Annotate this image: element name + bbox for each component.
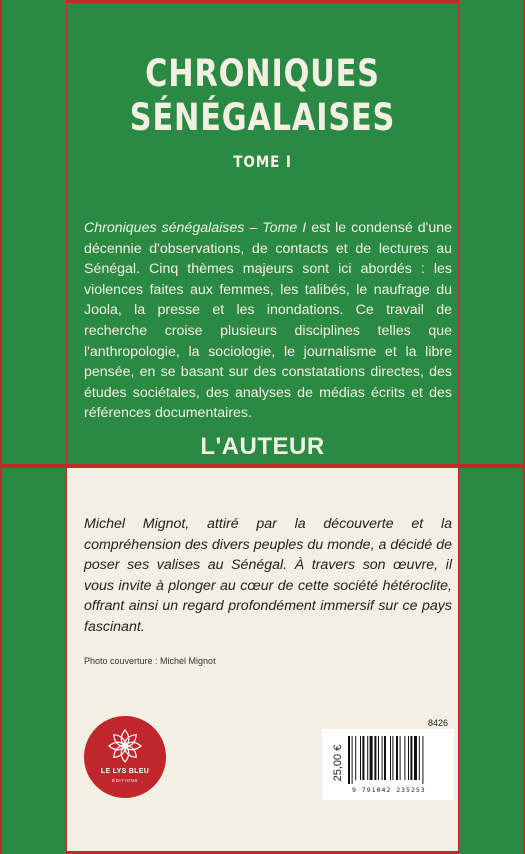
barcode-bar (384, 736, 386, 780)
barcode-bar (390, 736, 391, 780)
barcode-bar (367, 736, 368, 780)
barcode-bar (374, 736, 376, 780)
barcode-bar (414, 736, 417, 780)
photo-credit: Photo couverture : Michel Mignot (84, 656, 216, 666)
barcode-bar (382, 736, 383, 780)
barcode-bar (348, 736, 350, 784)
barcode-bar (378, 736, 379, 780)
summary-italic-title: Chroniques sénégalaises – Tome I (84, 220, 307, 236)
left-red-edge (0, 0, 2, 854)
title-line-2: SÉNÉGALAISES (129, 96, 396, 139)
barcode-bar (396, 736, 398, 780)
barcode-bar (404, 736, 405, 780)
barcode-bar (408, 736, 409, 780)
publisher-logo (84, 716, 166, 798)
barcode-bar (370, 736, 373, 780)
book-summary (84, 218, 452, 424)
middle-red-line (0, 464, 525, 468)
barcode-bar (400, 736, 401, 780)
publisher-sub: ÉDITIONS (111, 778, 139, 783)
barcode-bar (422, 736, 423, 784)
isbn-number: 9 791042 235253 (352, 786, 426, 794)
barcode-bar (419, 736, 420, 780)
summary-text: est le condensé d'une décennie d'observations, de contacts et de lectures au Sénégal. Cinq thèmes majeurs sont ici abordés : les violences faites aux femmes, les talibés, le naufrage du Joola, la presse et les inondations. Ce travail de recherche croise plusieurs disciplines telles que l'anthropologie, la sociologie, le journalisme et la libre pensée, en se basant sur des constatations directes, des études sociétales, des analyses de médias écrits et des références documentaires. (84, 220, 452, 422)
barcode-icon (348, 736, 448, 784)
price-label: 25,00 € (332, 744, 344, 782)
barcode-bar (360, 736, 361, 780)
book-title (101, 52, 423, 140)
barcode-bar (410, 736, 412, 780)
author-heading: L'AUTEUR (200, 433, 325, 460)
barcode-bar (352, 736, 353, 784)
barcode-bar (362, 736, 364, 780)
publisher-name: LE LYS BLEU (100, 768, 150, 775)
author-bio: Michel Mignot, attiré par la découverte et la compréhension des divers peuples du monde, a décidé de poser ses valises au Sénégal. À travers son œuvre, il vous invite à plonger au cœur de cette société hétéroclite, offrant ainsi un regard profondément immersif sur ce pays fascinant. (84, 516, 452, 635)
barcode-bar (355, 736, 356, 780)
lily-flower-icon (84, 716, 166, 798)
title-line-1: CHRONIQUES (145, 52, 380, 95)
top-red-line (66, 0, 459, 3)
product-code: 8426 (428, 718, 449, 728)
tome-label: TOME I (233, 152, 292, 171)
barcode-bar (392, 736, 393, 780)
